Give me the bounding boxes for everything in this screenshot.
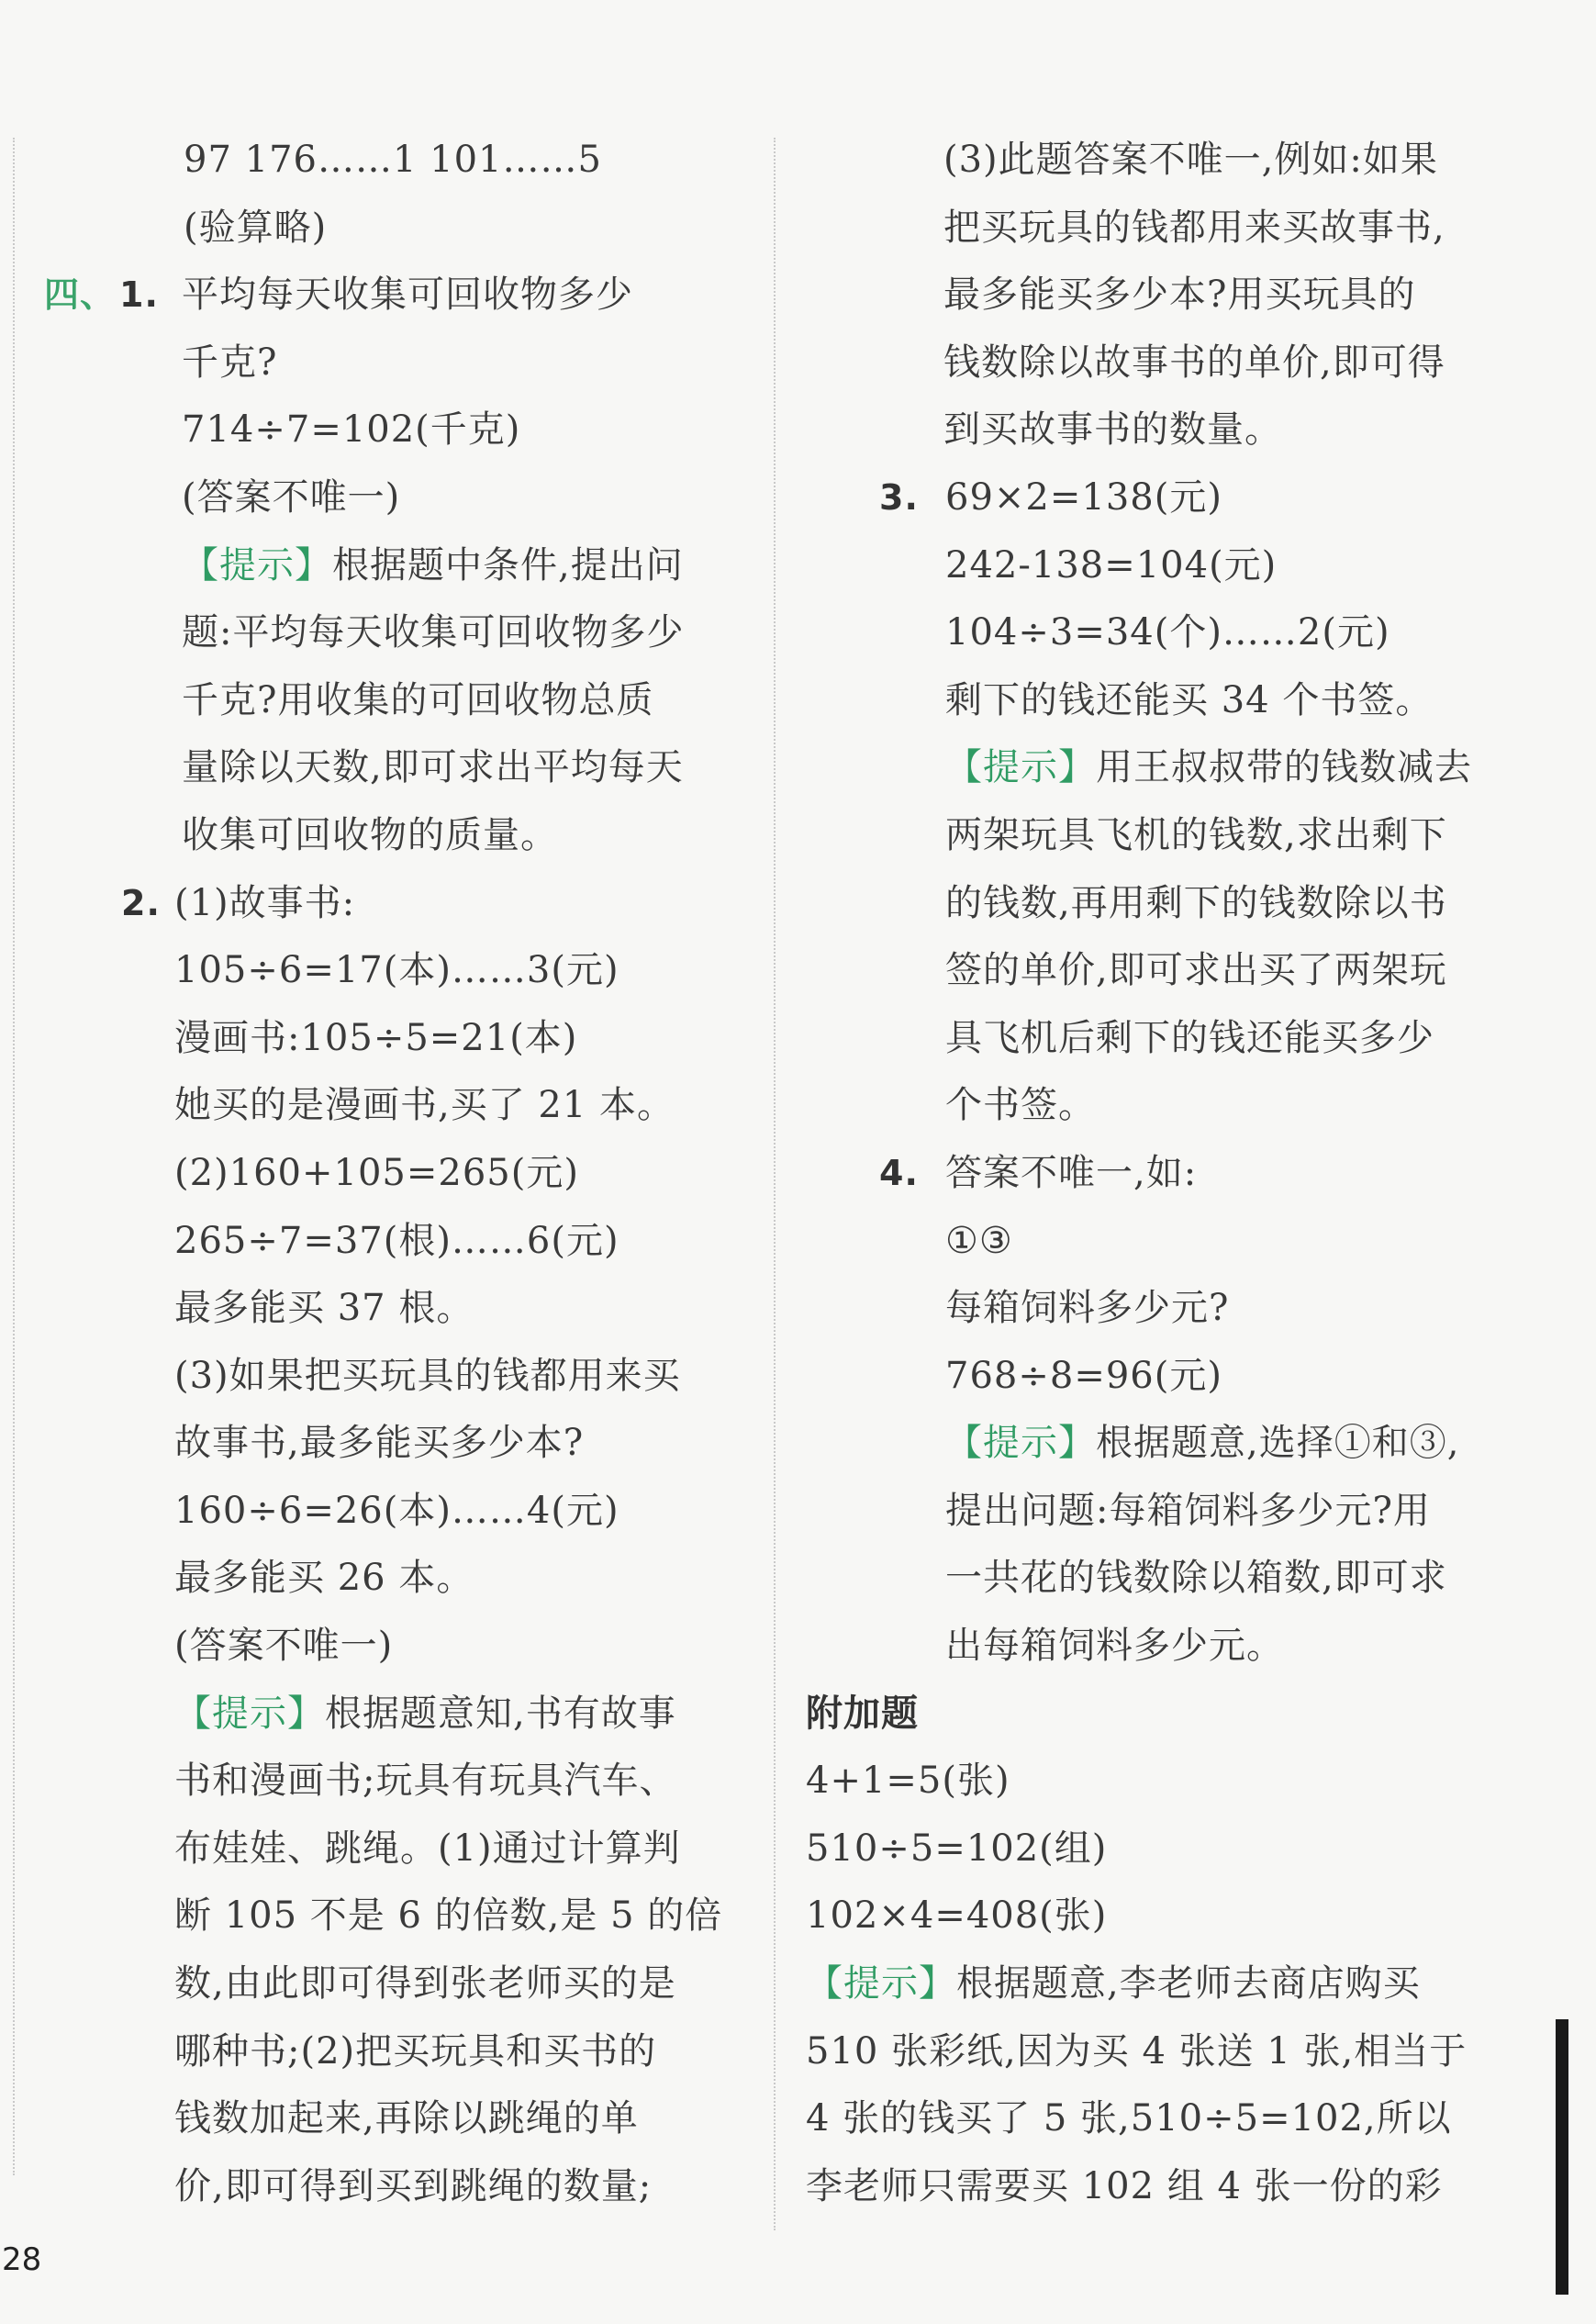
hint-label: 【提示】 [182, 543, 332, 587]
text-line [37, 870, 753, 938]
line-text: 剩下的钱还能买 34 个书签。 [945, 678, 1434, 721]
text-line [37, 802, 753, 870]
line-text: ①③ [945, 1219, 1013, 1262]
line-text: 两架玩具飞机的钱数,求出剩下 [945, 813, 1447, 856]
line-text: 断 105 不是 6 的倍数,是 5 的倍 [174, 1894, 723, 1938]
line-text: 160÷6=26(本)……4(元) [174, 1489, 619, 1532]
text-line [806, 937, 1558, 1005]
text-line [806, 2018, 1558, 2086]
text-line [806, 532, 1558, 600]
text-line [806, 262, 1558, 330]
text-line [806, 870, 1558, 938]
text-line [806, 1478, 1558, 1546]
page-number: 28 [2, 2241, 42, 2278]
text-line [37, 1343, 753, 1411]
line-text: (答案不唯一) [182, 475, 401, 519]
line-text: 根据题意,选择①和③, [1096, 1422, 1460, 1465]
line-text: 布娃娃、跳绳。(1)通过计算判 [174, 1827, 681, 1870]
text-line [37, 1140, 753, 1208]
line-text: 4+1=5(张) [806, 1760, 1010, 1803]
line-text: 768÷8=96(元) [945, 1354, 1222, 1397]
text-line [37, 1275, 753, 1343]
text-line [37, 330, 753, 397]
question-number: 2. [121, 882, 161, 923]
text-line [806, 464, 1558, 532]
question-number: 1. [119, 274, 159, 316]
right-column [806, 127, 1558, 2220]
line-text: 故事书,最多能买多少本? [174, 1422, 585, 1465]
line-text: 102×4=408(张) [806, 1894, 1108, 1938]
hint-label: 【提示】 [174, 1692, 325, 1735]
text-line [806, 1410, 1558, 1478]
text-line [37, 2153, 753, 2221]
text-line [37, 532, 753, 600]
line-text: 把买玩具的钱都用来买故事书, [943, 206, 1445, 249]
text-line [806, 330, 1558, 397]
line-text: 具飞机后剩下的钱还能买多少 [945, 1016, 1434, 1059]
line-text: 510 张彩纸,因为买 4 张送 1 张,相当于 [806, 2029, 1468, 2073]
question-number: 4. [879, 1152, 919, 1193]
text-line [806, 1072, 1558, 1140]
text-line [37, 262, 753, 330]
text-line [806, 667, 1558, 735]
text-line [806, 1343, 1558, 1411]
line-text: 265÷7=37(根)……6(元) [174, 1219, 619, 1262]
text-line [806, 1613, 1558, 1681]
line-text: 钱数加起来,再除以跳绳的单 [174, 2097, 639, 2140]
line-text: 每箱饲料多少元? [945, 1287, 1230, 1330]
text-line [37, 2018, 753, 2086]
text-line [37, 127, 753, 195]
left-column [37, 127, 753, 2220]
text-line [806, 127, 1558, 195]
line-text: (答案不唯一) [174, 1625, 394, 1668]
line-text: 69×2=138(元) [945, 475, 1222, 519]
line-text: 她买的是漫画书,买了 21 本。 [174, 1084, 675, 1127]
line-text: 714÷7=102(千克) [182, 408, 521, 452]
text-line [37, 667, 753, 735]
line-text: 最多能买 37 根。 [174, 1287, 474, 1330]
line-text: 收集可回收物的质量。 [182, 813, 558, 856]
line-text: 104÷3=34(个)……2(元) [945, 611, 1390, 654]
line-text: 到买故事书的数量。 [943, 408, 1282, 452]
text-line [806, 1275, 1558, 1343]
line-text: 题:平均每天收集可回收物多少 [182, 611, 685, 654]
text-line [37, 734, 753, 802]
line-text: (3)此题答案不唯一,例如:如果 [943, 139, 1438, 181]
text-line [806, 1816, 1558, 1883]
line-text: (3)如果把买玩具的钱都用来买 [174, 1354, 681, 1397]
hint-label: 【提示】 [945, 746, 1096, 789]
line-text: 书和漫画书;玩具有玩具汽车、 [174, 1760, 677, 1803]
line-text: 根据题意知,书有故事 [325, 1692, 676, 1735]
line-text: 价,即可得到买到跳绳的数量; [174, 2164, 653, 2207]
text-line [806, 1883, 1558, 1950]
line-text: 242-138=104(元) [945, 543, 1278, 587]
text-line [37, 599, 753, 667]
text-line [806, 1208, 1558, 1276]
section-marker: 四、 [44, 274, 117, 316]
line-text: 4 张的钱买了 5 张,510÷5=102,所以 [806, 2097, 1452, 2140]
left-margin-divider [13, 138, 15, 2175]
line-text: 提出问题:每箱饲料多少元?用 [945, 1489, 1431, 1532]
line-text: 97 176……1 101……5 [184, 139, 602, 181]
text-line [37, 1005, 753, 1073]
line-text: 千克? [182, 341, 278, 384]
hint-label: 【提示】 [806, 1962, 956, 2006]
text-line [806, 802, 1558, 870]
text-line [37, 1950, 753, 2018]
line-text: 哪种书;(2)把买玩具和买书的 [174, 2029, 657, 2073]
line-text: (2)160+105=265(元) [174, 1151, 579, 1194]
line-text: 最多能买多少本?用买玩具的 [943, 274, 1416, 317]
line-text: 量除以天数,即可求出平均每天 [182, 746, 684, 789]
line-text: (1)故事书: [174, 881, 356, 924]
text-line [37, 1613, 753, 1681]
text-line [37, 1208, 753, 1276]
text-line [37, 464, 753, 532]
question-number: 3. [879, 476, 919, 518]
text-line [806, 734, 1558, 802]
text-line [37, 1816, 753, 1883]
line-text: 105÷6=17(本)……3(元) [174, 949, 619, 992]
line-text: 漫画书:105÷5=21(本) [174, 1016, 578, 1059]
line-text: (验算略) [184, 206, 328, 249]
text-line [806, 1545, 1558, 1613]
text-line [37, 195, 753, 263]
line-text: 数,由此即可得到张老师买的是 [174, 1962, 676, 2006]
text-line [806, 2153, 1558, 2221]
text-line [37, 1545, 753, 1613]
text-line [37, 397, 753, 464]
text-line [806, 1950, 1558, 2018]
line-text: 平均每天收集可回收物多少 [182, 274, 633, 317]
line-text: 出每箱饲料多少元。 [945, 1625, 1284, 1668]
line-text: 最多能买 26 本。 [174, 1557, 474, 1600]
column-divider [774, 138, 776, 2230]
line-text: 答案不唯一,如: [945, 1151, 1198, 1194]
line-text: 510÷5=102(组) [806, 1827, 1108, 1870]
text-line [37, 1883, 753, 1950]
text-line [37, 1748, 753, 1816]
text-line [37, 1478, 753, 1546]
line-text: 根据题意,李老师去商店购买 [956, 1962, 1421, 2006]
section-heading: 附加题 [806, 1692, 919, 1735]
line-text: 签的单价,即可求出买了两架玩 [945, 949, 1447, 992]
text-line [37, 1681, 753, 1749]
text-line [806, 1748, 1558, 1816]
text-line [806, 1005, 1558, 1073]
line-text: 根据题中条件,提出问 [332, 543, 684, 587]
text-line [37, 2085, 753, 2153]
text-line [806, 2085, 1558, 2153]
line-text: 钱数除以故事书的单价,即可得 [943, 341, 1445, 384]
text-line [806, 397, 1558, 464]
text-line [37, 1072, 753, 1140]
line-text: 个书签。 [945, 1084, 1096, 1127]
line-text: 用王叔叔带的钱数减去 [1096, 746, 1472, 789]
line-text: 一共花的钱数除以箱数,即可求 [945, 1557, 1447, 1600]
text-line [806, 1140, 1558, 1208]
line-text: 的钱数,再用剩下的钱数除以书 [945, 881, 1447, 924]
text-line [806, 195, 1558, 263]
text-line [37, 1410, 753, 1478]
text-line [37, 937, 753, 1005]
line-text: 千克?用收集的可回收物总质 [182, 678, 654, 721]
text-line [806, 1681, 1558, 1749]
line-text: 李老师只需要买 102 组 4 张一份的彩 [806, 2164, 1443, 2207]
hint-label: 【提示】 [945, 1422, 1096, 1465]
text-line [806, 599, 1558, 667]
